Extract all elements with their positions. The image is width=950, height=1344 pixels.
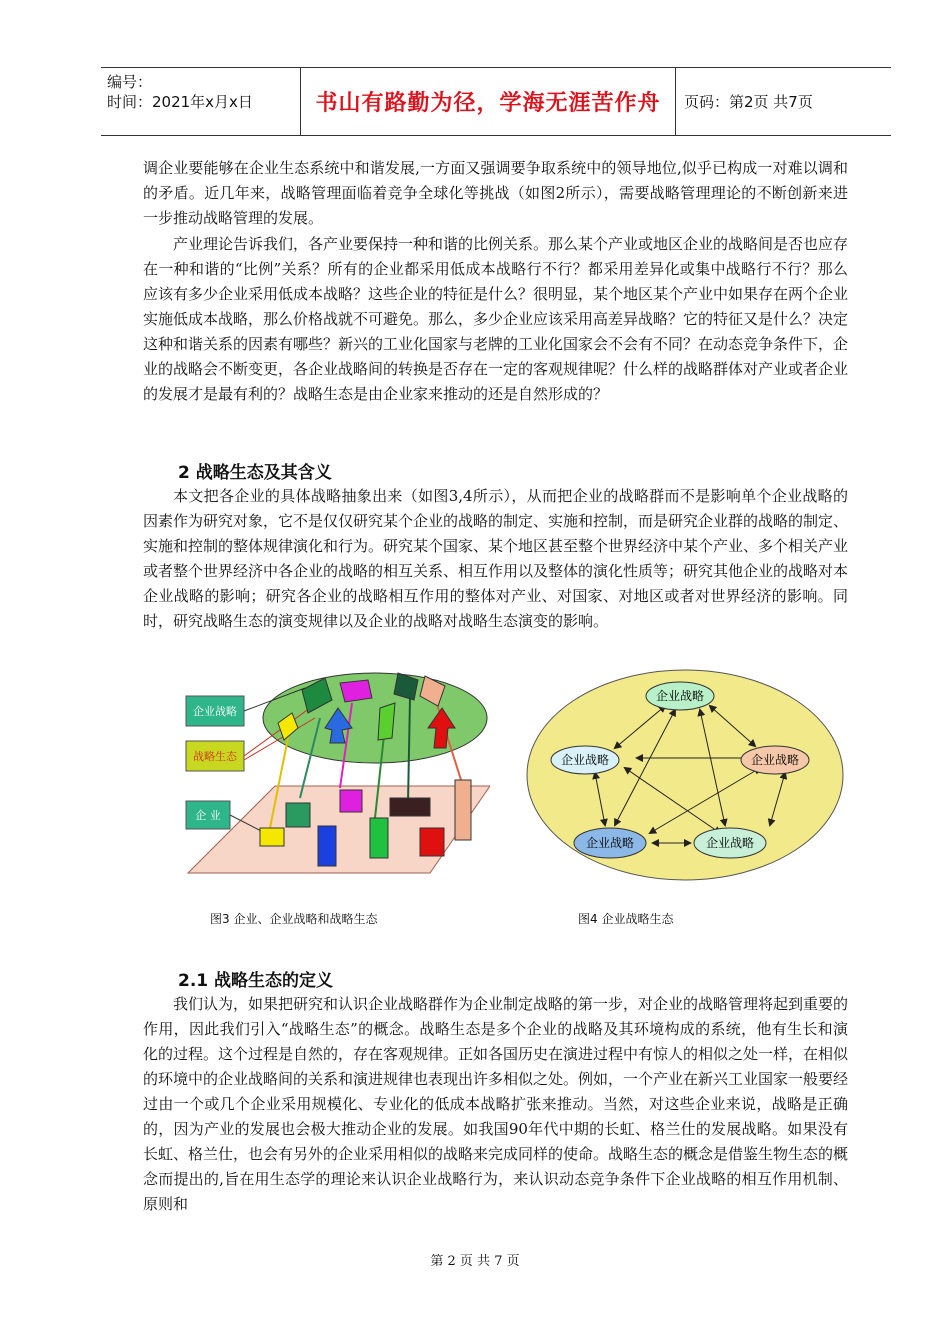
enterprise-box-green — [286, 803, 310, 827]
paragraph-3: 本文把各企业的具体战略抽象出来（如图3,4所示），从而把企业的战略群而不是影响单个企业战略的因素作为研究对象，它不是仅仅研究某个企业的战略的制定、实施和控制，而是研究企业群的战略的制定、实施和控制的整体规律演化和行为。研究某个国家、某个地区甚至整个世界经济中某个产业、多个相关产业或者整个世界经济中各企业的战略的相互关系、相互作用以及整体的演化性质等；研究其他企业的战略对本企业战略的影响；研究各企业的战略相互作用的整体对产业、对国家、对地区或者对世界经济的影响。同时，研究战略生态的演变规律以及企业的战略对战略生态演变的影响。 — [143, 487, 849, 630]
page-label: 页码：第2页 共7页 — [684, 93, 813, 111]
paragraph-1: 调企业要能够在企业生态系统中和谐发展,一方面又强调要争取系统中的领导地位,似乎已构成一对难以调和的矛盾。近几年来，战略管理面临着竞争全球化等挑战（如图2所示），需要战略管理理论的不断创新来进一步推动战略管理的发展。 — [143, 159, 848, 227]
node-bottom-left-label: 企业战略 — [585, 836, 635, 850]
strategy-shape-lightgreen — [378, 703, 395, 740]
number-label: 编号： — [107, 73, 153, 91]
enterprise-box-dark — [390, 798, 430, 816]
enterprise-box-magenta — [340, 790, 362, 812]
section-heading-2: 2 战略生态及其含义 — [178, 463, 332, 483]
node-bottom-right-label: 企业战略 — [705, 836, 755, 850]
ground-plane — [188, 786, 490, 873]
node-top-label: 企业战略 — [655, 689, 705, 703]
page-header — [101, 67, 891, 136]
enterprise-cyl-yellow — [260, 828, 284, 846]
time-label: 时间：2021年x月x日 — [107, 93, 253, 111]
enterprise-cyl-blue — [318, 826, 336, 866]
strategy-shape-magenta — [340, 680, 372, 702]
enterprise-cyl-red — [420, 828, 444, 856]
label-ecology: 战略生态 — [193, 750, 237, 763]
page-footer: 第 2 页 共 7 页 — [430, 1254, 520, 1269]
label-strategy: 企业战略 — [193, 705, 237, 718]
enterprise-cyl-peach — [455, 780, 471, 840]
node-right-label: 企业战略 — [750, 753, 800, 767]
label-enterprise: 企 业 — [195, 809, 221, 822]
figure-3-caption: 图3 企业、企业战略和战略生态 — [210, 912, 378, 926]
figure-3 — [180, 668, 490, 878]
figure-4 — [525, 668, 845, 883]
figure-4-caption: 图4 企业战略生态 — [578, 912, 674, 926]
motto: 书山有路勤为径，学海无涯苦作舟 — [301, 68, 676, 135]
paragraph-2: 产业理论告诉我们，各产业要保持一种和谐的比例关系。那么某个产业或地区企业的战略间是否也应存在一种和谐的“比例”关系？所有的企业都采用低成本战略行不行？都采用差异化或集中战略行不行？那么应该有多少企业采用低成本战略？这些企业的特征是什么？很明显，某个地区某个产业中如果存在两个企业实施低成本战略，那么价格战就不可避免。那么，多少企业应该采用高差异战略？它的特征又是什么？决定这种和谐关系的因素有哪些？新兴的工业化国家与老牌的工业化国家会不会有不同？在动态竞争条件下，企业的战略会不断变更，各企业战略间的转换是否存在一定的客观规律呢？什么样的战略群体对产业或者企业的发展才是最有利的？战略生态是由企业家来推动的还是自然形成的？ — [143, 235, 849, 403]
section-heading-2-1: 2.1 战略生态的定义 — [178, 971, 334, 991]
paragraph-4: 我们认为，如果把研究和认识企业战略群作为企业制定战略的第一步，对企业的战略管理将起到重要的作用，因此我们引入“战略生态”的概念。战略生态是多个企业的战略及其环境构成的系统，他有生长和演化的过程。这个过程是自然的，存在客观规律。正如各国历史在演进过程中有惊人的相似之处一样，在相似的环境中的企业战略间的关系和演进规律也表现出许多相似之处。例如，一个产业在新兴工业国家一般要经过由一个或几个企业采用规模化、专业化的低成本战略扩张来推动。当然，对这些企业来说，战略是正确的，因为产业的发展也会极大推动企业的发展。如我国90年代中期的长虹、格兰仕的发展战略。如果没有长虹、格兰仕，也会有另外的企业采用相似的战略来完成同样的使命。战略生态的概念是借鉴生物生态的概念而提出的,旨在用生态学的理论来认识企业战略行为，来认识动态竞争条件下企业战略的相互作用机制、原则和 — [143, 995, 849, 1213]
enterprise-cyl-green — [370, 818, 388, 858]
node-left-label: 企业战略 — [560, 753, 610, 767]
header-left-cell — [101, 68, 301, 135]
